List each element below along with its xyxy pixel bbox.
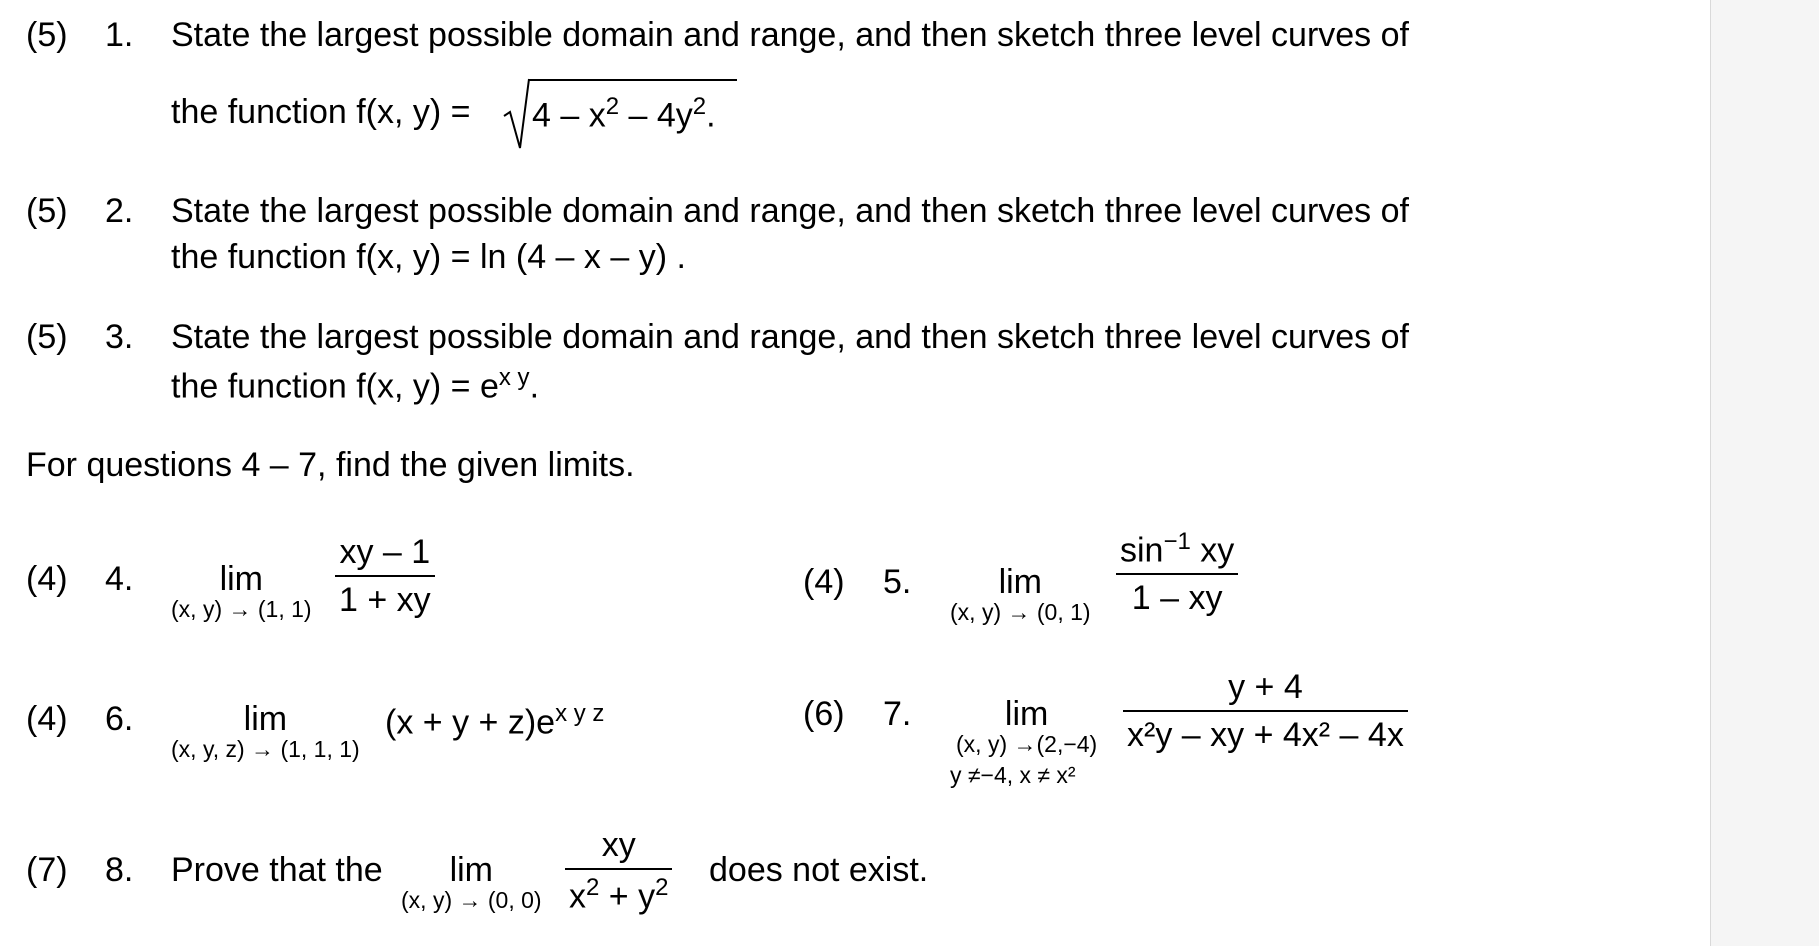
q4-points: (4) — [26, 560, 68, 598]
q2-text-line2: the function f(x, y) = ln (4 – x – y) . — [171, 238, 686, 276]
q7-condition: y ≠−4, x ≠ x² — [950, 762, 1076, 788]
q5-denominator: 1 – xy — [1131, 579, 1223, 618]
q4-number: 4. — [105, 560, 134, 598]
side-panel — [1710, 0, 1819, 946]
q1-points: (5) — [26, 16, 68, 54]
section-intro: For questions 4 – 7, find the given limits. — [26, 446, 635, 484]
q6-expression: $(x + y + z)e^{x y z}$ — [385, 700, 605, 742]
q3-number: 3. — [105, 318, 134, 356]
q8-limit-operator: lim (x, y) → (0, 0) — [401, 851, 542, 913]
q2-number: 2. — [105, 192, 134, 230]
q7-number: 7. — [883, 695, 912, 733]
q5-points: (4) — [803, 563, 845, 601]
q7-denominator: x²y – xy + 4x² – 4x — [1127, 716, 1404, 754]
q4-fraction — [335, 535, 435, 617]
q6-number: 6. — [105, 700, 134, 738]
q1-text-line1: State the largest possible domain and range, and then sketch three level curves of — [171, 16, 1409, 54]
q8-points: (7) — [26, 851, 68, 889]
q1-radicand: $4 - x^2 - 4y^2$. — [532, 93, 716, 135]
q1-number: 1. — [105, 16, 134, 54]
q7-points: (6) — [803, 695, 845, 733]
q7-fraction — [1123, 670, 1408, 752]
sqrt-radical-sign — [502, 78, 530, 152]
q7-limit-operator: lim (x, y) →(2,−4) — [956, 695, 1098, 757]
q5-fraction — [1116, 528, 1238, 618]
q8-denominator: $x^2 + y^2$ — [569, 874, 669, 916]
q6-limit-operator: lim (x, y, z) → (1, 1, 1) — [171, 700, 360, 762]
q8-fraction — [565, 826, 672, 916]
q2-text-line1: State the largest possible domain and range, and then sketch three level curves of — [171, 192, 1409, 230]
q6-points: (4) — [26, 700, 68, 738]
q5-limit-operator: lim (x, y) → (0, 1) — [950, 563, 1091, 625]
q4-limit-operator: lim (x, y) → (1, 1) — [171, 560, 312, 622]
q3-text-line1: State the largest possible domain and range, and then sketch three level curves of — [171, 318, 1409, 356]
q5-numerator: $\sin^{-1}$ xy — [1120, 528, 1235, 570]
sqrt-vinculum — [529, 79, 737, 81]
q8-numerator: xy — [601, 826, 636, 864]
q3-points: (5) — [26, 318, 68, 356]
q2-points: (5) — [26, 192, 68, 230]
q4-numerator: xy – 1 — [339, 533, 431, 571]
q8-text-after: does not exist. — [709, 851, 929, 889]
q8-text-before: Prove that the — [171, 851, 383, 889]
q7-numerator: y + 4 — [1228, 668, 1303, 706]
q3-function: the function f(x, $y) = e^{x y}$. — [171, 364, 540, 406]
q1-function-prefix: the function f(x, y) = — [171, 93, 471, 131]
q4-denominator: 1 + xy — [339, 581, 431, 619]
q5-number: 5. — [883, 563, 912, 601]
q8-number: 8. — [105, 851, 134, 889]
